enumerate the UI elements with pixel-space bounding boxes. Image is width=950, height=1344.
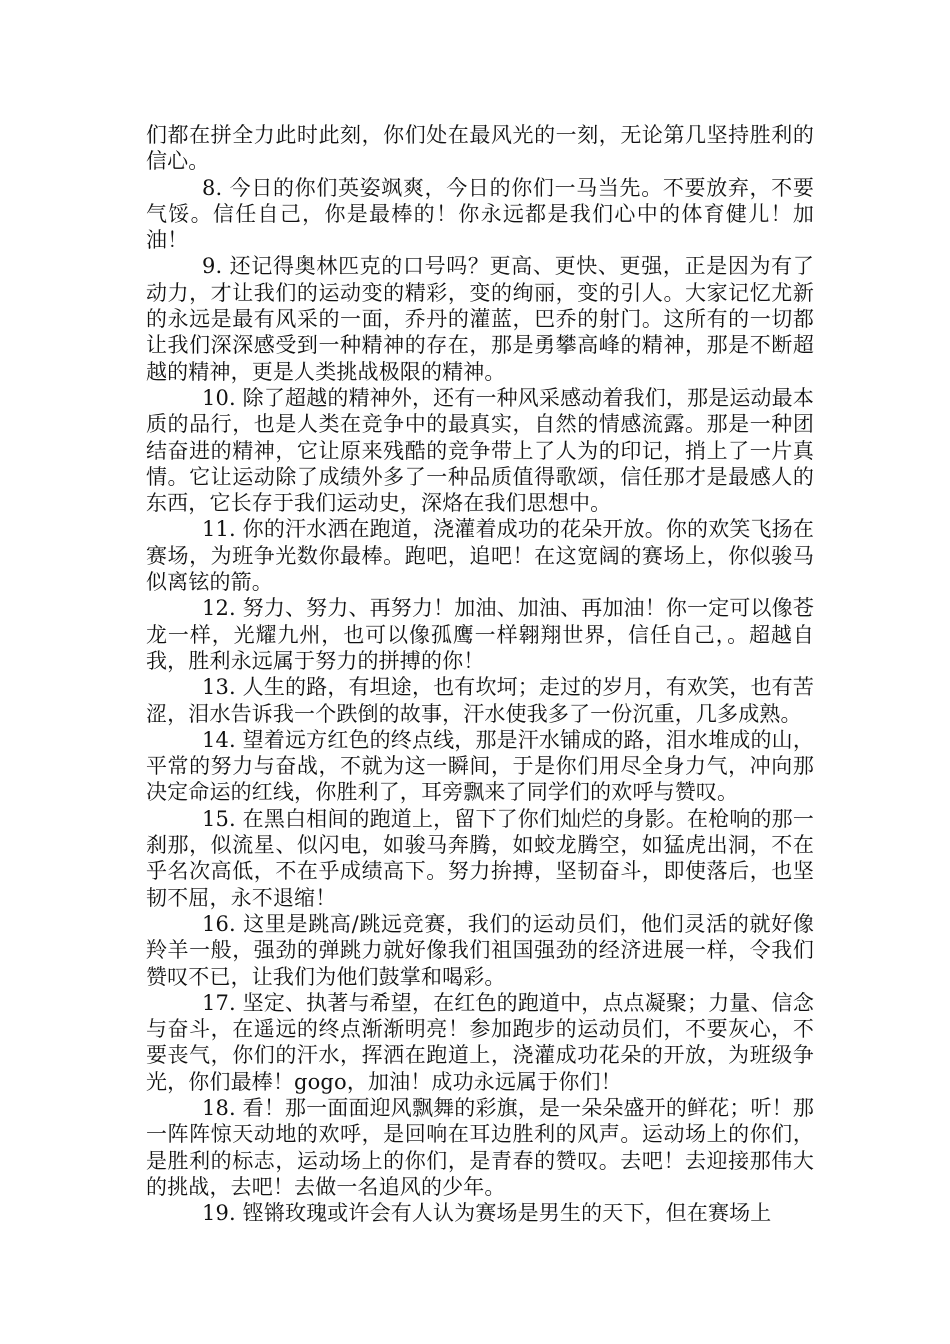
paragraph-17: 17. 坚定、执著与希望，在红色的跑道中，点点凝聚；力量、信念与奋斗，在遥远的终点渐渐明亮！参加跑步的运动员们，不要灰心，不要丧气，你们的汗水，挥洒在跑道上，浇灌成功花朵的开放，为班级争光，你们最棒！gogo，加油！成功永远属于你们！	[146, 990, 814, 1094]
paragraph-11: 11. 你的汗水洒在跑道，浇灌着成功的花朵开放。你的欢笑飞扬在赛场，为班争光数你最棒。跑吧，追吧！在这宽阔的赛场上，你似骏马似离铉的箭。	[146, 517, 814, 595]
paragraph-14: 14. 望着远方红色的终点线，那是汗水铺成的路，泪水堆成的山，平常的努力与奋战，不就为这一瞬间，于是你们用尽全身力气，冲向那决定命运的红线，你胜利了，耳旁飘来了同学们的欢呼与赞叹。	[146, 727, 814, 805]
paragraph-19: 19. 铿锵玫瑰或许会有人认为赛场是男生的天下，但在赛场上	[202, 1201, 772, 1226]
paragraph-12: 12. 努力、努力、再努力！加油、加油、再加油！你一定可以像苍龙一样，光耀九州，也可以像孤鹰一样翱翔世界，信任自己，。超越自我，胜利永远属于努力的拼搏的你！	[146, 596, 814, 673]
paragraph-10: 10. 除了超越的精神外，还有一种风采感动着我们，那是运动最本质的品行，也是人类在竞争中的最真实，自然的情感流露。那是一种团结奋进的精神，它让原来残酷的竞争带上了人为的印记，捎上了一片真情。它让运动除了成绩外多了一种品质值得歌颂，信任那才是最感人的东西，它长存于我们运动史，深烙在我们思想中。	[146, 385, 814, 516]
paragraph-13: 13. 人生的路，有坦途，也有坎坷；走过的岁月，有欢笑，也有苦涩，泪水告诉我一个跌倒的故事，汗水使我多了一份沉重，几多成熟。	[146, 675, 814, 726]
paragraph-18: 18. 看！那一面面迎风飘舞的彩旗，是一朵朵盛开的鲜花；听！那一阵阵惊天动地的欢呼，是回响在耳边胜利的风声。运动场上的你们，是胜利的标志，运动场上的你们，是青春的赞叹。去吧！去迎接那伟大的挑战，去吧！去做一名追风的少年。	[146, 1095, 814, 1199]
paragraph-9: 9. 还记得奥林匹克的口号吗？更高、更快、更强，正是因为有了动力，才让我们的运动变的精彩，变的绚丽，变的引人。大家记忆尤新的永远是最有风采的一面，乔丹的灌蓝，巴乔的射门。这所有的一切都让我们深深感受到一种精神的存在，那是勇攀高峰的精神，那是不断超越的精神，更是人类挑战极限的精神。	[146, 254, 814, 384]
paragraph-16: 16. 这里是跳高/跳远竞赛，我们的运动员们，他们灵活的就好像羚羊一般，强劲的弹跳力就好像我们祖国强劲的经济进展一样，令我们赞叹不已，让我们为他们鼓掌和喝彩。	[146, 911, 814, 989]
paragraph-8: 8. 今日的你们英姿飒爽，今日的你们一马当先。不要放弃，不要气馁。信任自己，你是最棒的！你永远都是我们心中的体育健儿！加油！	[146, 175, 814, 253]
paragraph-continuation: 们都在拼全力此时此刻，你们处在最风光的一刻，无论第几坚持胜利的信心。	[146, 123, 814, 174]
document-body	[146, 122, 814, 1226]
paragraph-15: 15. 在黑白相间的跑道上，留下了你们灿烂的身影。在枪响的那一刹那，似流星、似闪电，如骏马奔腾，如蛟龙腾空，如猛虎出洞，不在乎名次高低，不在乎成绩高下。努力拚搏，坚韧奋斗，即使落后，也坚韧不屈，永不退缩！	[146, 806, 814, 910]
